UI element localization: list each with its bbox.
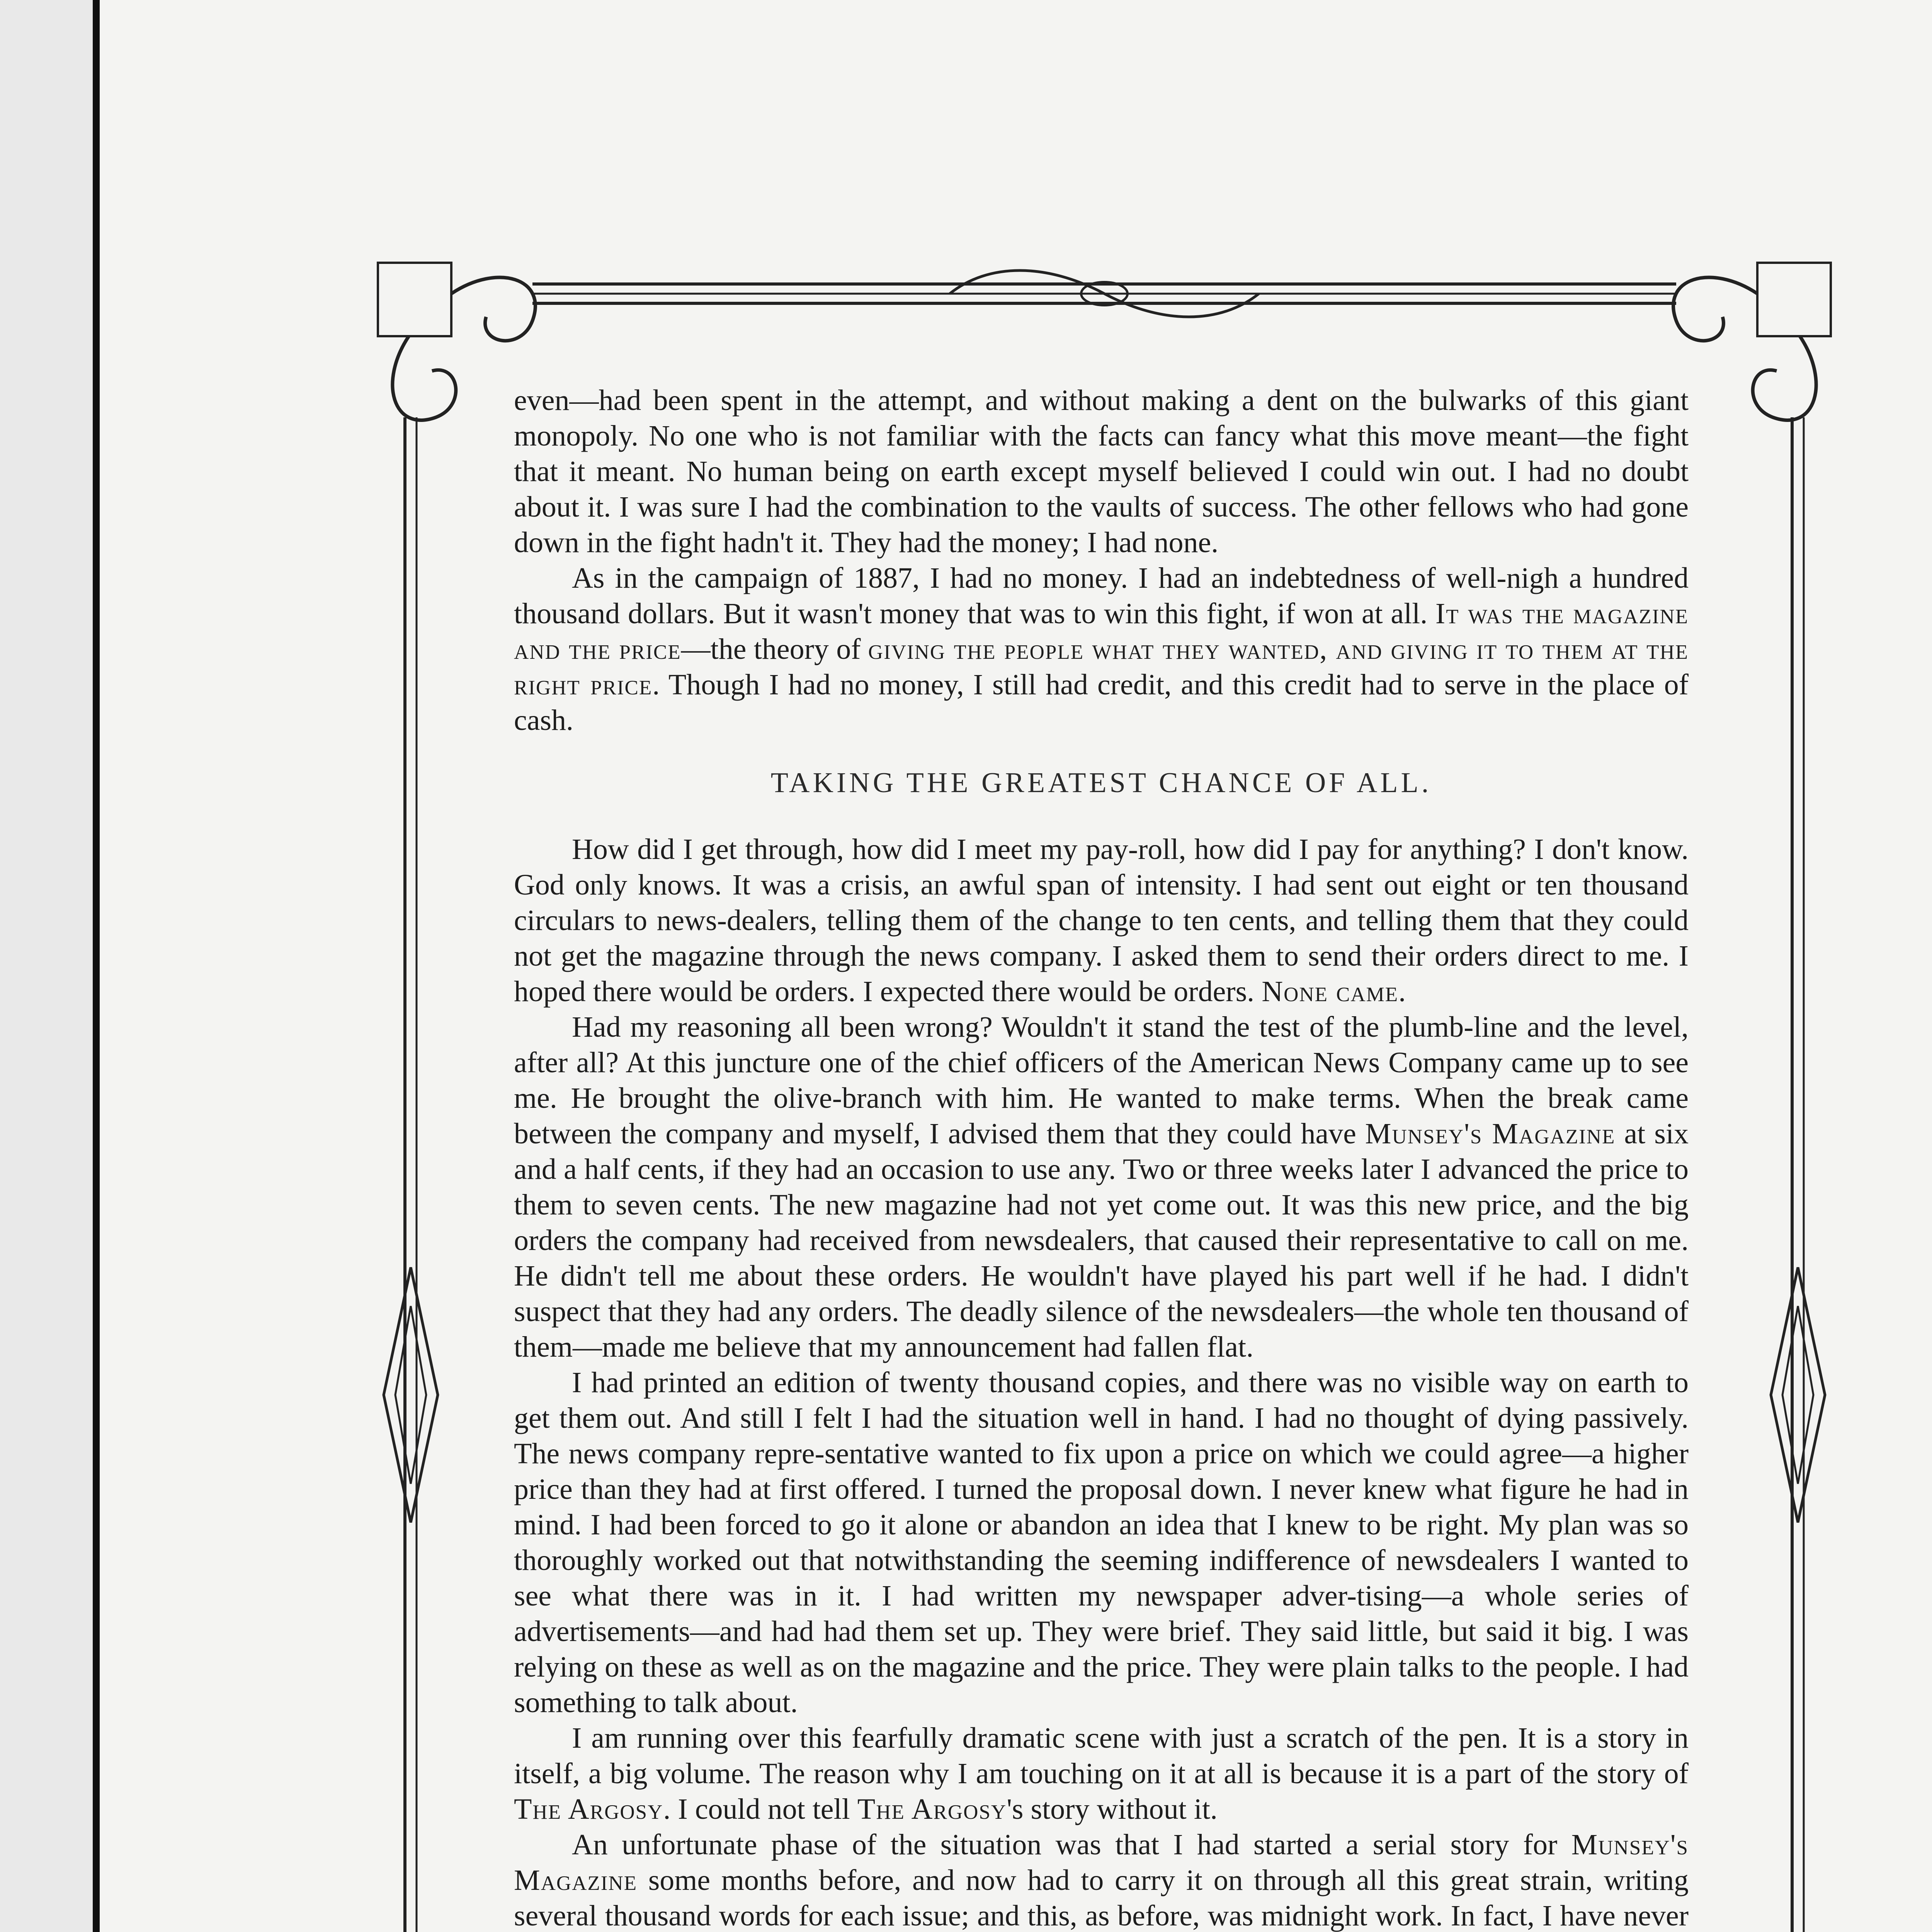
magazine-title: Munsey's Magazine bbox=[514, 1828, 1689, 1896]
paragraph-5: I had printed an edition of twenty thousand copies, and there was no visible way on earth to get them out. And still I felt I had the situation well in hand. I had no thought of dying passively. The news company repre-sentative wanted to fix upon a price on which we could agree—a higher price than they had at first offered. I turned the proposal down. I never knew what figure he had in mind. I had been forced to go it alone or abandon an idea that I knew to be right. My plan was so thoroughly worked out that notwithstanding the seeming indifference of newsdealers I wanted to see what there was in it. I had written my newspaper adver-tising—a whole series of advertisements—and had had them set up. They were brief. They said little, but said it big. I was relying on these as well as on the magazine and the price. They were plain talks to the people. I had something to talk about. bbox=[514, 1366, 1689, 1719]
emphasis-small-caps: It was the magazine and the price bbox=[514, 597, 1689, 665]
magazine-title: The Argosy bbox=[514, 1793, 663, 1825]
section-heading: TAKING THE GREATEST CHANCE OF ALL. bbox=[770, 767, 1432, 799]
paragraph-3: How did I get through, how did I meet my pay-roll, how did I pay for anything? I don't know. God only knows. It was a crisis, an awful span of intensity. I had sent out eight or ten thousand circulars to news-dealers, telling them of the change to ten cents, and telling them that they could not get the magazine through the news company. I asked them to send their orders direct to me. I hoped there would be orders. I expected there would be orders. None came. bbox=[514, 833, 1689, 1008]
emphasis-small-caps: None came bbox=[1262, 975, 1399, 1008]
paragraph-6: I am running over this fearfully dramatic scene with just a scratch of the pen. It is a story in itself, a big volume. The reason why I am touching on it at all is because it is a part of the story of The Argosy. I could not tell The Argosy's story without it. bbox=[514, 1722, 1689, 1825]
magazine-title: The Argosy bbox=[857, 1793, 1007, 1825]
book-page bbox=[100, 0, 1932, 1932]
emphasis-small-caps: giving the people what they wanted, and giving it to them at the right price bbox=[514, 633, 1689, 701]
paragraph-7: An unfortunate phase of the situation was that I had started a serial story for Munsey's Magazine some months before, and now had to carry it on through all this great strain, writing several thousand words for each issue; and this, as before, was midnight work. In fact, I have never bbox=[514, 1828, 1689, 1932]
adjacent-page-edge bbox=[0, 0, 100, 1932]
paragraph-4: Had my reasoning all been wrong? Wouldn't it stand the test of the plumb-line and the level, after all? At this juncture one of the chief officers of the American News Company came up to see me. He brought the olive-branch with him. He wanted to make terms. When the break came between the company and myself, I advised them that they could have Munsey's Magazine at six and a half cents, if they had an occasion to use any. Two or three weeks later I advanced the price to them to seven cents. The new magazine had not yet come out. It was this new price, and the big orders the company had received from newsdealers, that caused their representative to call on me. He didn't tell me about these orders. He wouldn't have played his part well if he had. I didn't suspect that they had any orders. The deadly silence of the newsdealers—the whole ten thousand of them—made me believe that my announcement had fallen flat. bbox=[514, 1011, 1689, 1363]
magazine-title: Munsey's Magazine bbox=[1365, 1117, 1616, 1150]
paragraph-2: As in the campaign of 1887, I had no money. I had an indebtedness of well-nigh a hundred thousand dollars. But it wasn't money that was to win this fight, if won at all. It was the magazine and the price—the theory of giving the people what they wanted, and giving it to them at the right price. Though I had no money, I still had credit, and this credit had to serve in the place of cash. bbox=[514, 562, 1689, 736]
top-ornament-band bbox=[532, 270, 1676, 317]
paragraph-1: even—had been spent in the attempt, and without making a dent on the bulwarks of this giant monopoly. No one who is not familiar with the facts can fancy what this move meant—the fight that it meant. No human being on earth except myself believed I could win out. I had no doubt about it. I was sure I had the combination to the vaults of success. The other fellows who had gone down in the fight hadn't it. They had the money; I had none. bbox=[514, 384, 1689, 559]
article-body bbox=[514, 383, 1689, 1932]
